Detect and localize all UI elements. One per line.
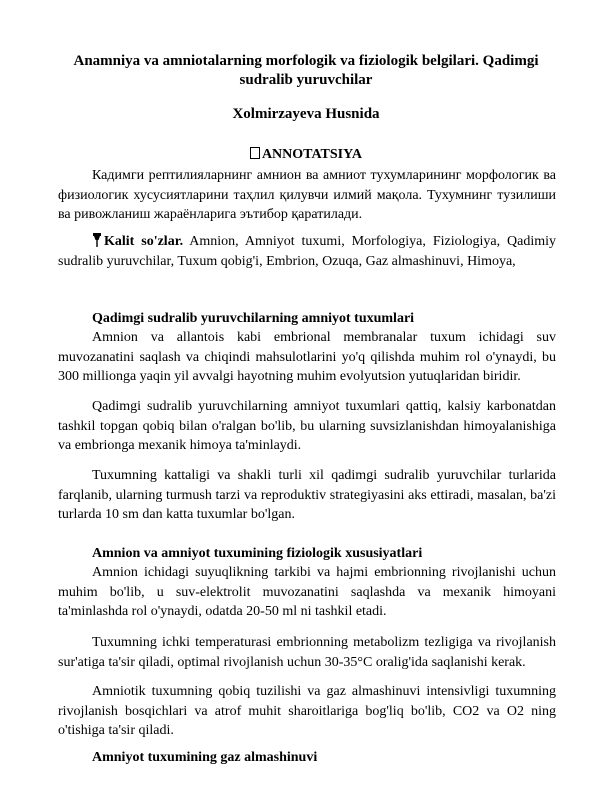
section-heading: Qadimgi sudralib yuruvchilarning amniyot tuxumlari (92, 311, 415, 326)
section-heading: Amniyot tuxumining gaz almashinuvi (92, 750, 318, 765)
section-paragraph: Qadimgi sudralib yuruvchilarning amniyot tuxumlari qattiq, kalsiy karbonatdan tashkil topgan qobiq bilan o'ralgan bo'lib, bu ularning suvsizlanishdan himoyalanishiga va embrionga mexanik himoya ta'minlaydi. (58, 399, 556, 453)
abstract-heading-label: ANNOTATSIYA (261, 147, 363, 162)
keywords-text: Amnion, Amniyot tuxumi, Morfologiya, Fiziologiya, Qadimiy sudralib yuruvchilar, Tuxum qobig'i, Embrion, Ozuqa, Gaz almashinuvi, Himoya, (58, 234, 557, 269)
section-paragraph: Tuxumning ichki temperaturasi embrionning metabolizm tezligiga va rivojlanish sur'atiga ta'sir qiladi, optimal rivojlanish uchun 30-35°C oralig'ida saqlanishi kerak. (58, 635, 556, 670)
document-title: Anamniya va amniotalarning morfologik va fiziologik belgilari. Qadimgi sudralib yuruvchilar (73, 53, 539, 88)
section-heading: Amnion va amniyot tuxumining fiziologik xususiyatlari (92, 546, 423, 561)
author-name: Xolmirzayeva Husnida (232, 106, 380, 122)
abstract-paragraph: Кадимги рептилияларнинг амнион ва амниот тухумларининг морфологик ва физиологик хусусиятларини таҳлил қилувчи илмий мақола. Тухумнинг тузилиши ва ривожланиш жараёнларига эътибор қаратилади. (58, 168, 556, 222)
section-paragraph: Amnion ichidagi suyuqlikning tarkibi va hajmi embrionning rivojlanishi uchun muhim bo'lib, u suv-elektrolit muvozanatini saqlashda va mexanik himoyani ta'minlashda rol o'ynaydi, odatda 20-50 ml ni tashkil etadi. (58, 565, 556, 619)
missing-glyph-box-icon (250, 147, 260, 159)
section-paragraph: Tuxumning kattaligi va shakli turli xil qadimgi sudralib yuruvchilar turlarida farqlanib, ularning turmush tarzi va reproduktiv strategiyasini aks ettiradi, masalan, ba'zi turlarda 10 sm dan katta tuxumlar bo'lgan. (58, 468, 556, 522)
keywords-paragraph (58, 232, 556, 271)
abstract-heading (60, 146, 552, 164)
keywords-label: Kalit so'zlar. (104, 234, 184, 249)
pin-icon (92, 233, 102, 247)
section-paragraph: Amnion va allantois kabi embrional membranalar tuxum ichidagi suv muvozanatini saqlash va chiqindi mahsulotlarini yo'q qilishda muhim rol o'ynaydi, bu 300 millionga yaqin yil avvalgi hayotning muhim evolyutsion yutuqlaridan biridir. (58, 330, 556, 384)
section-paragraph: Amniotik tuxumning qobiq tuzilishi va gaz almashinuvi intensivligi tuxumning rivojlanish bosqichlari va atrof muhit sharoitlariga bog'liq bo'lib, CO2 va O2 ning o'tishiga ta'sir qiladi. (58, 684, 556, 738)
